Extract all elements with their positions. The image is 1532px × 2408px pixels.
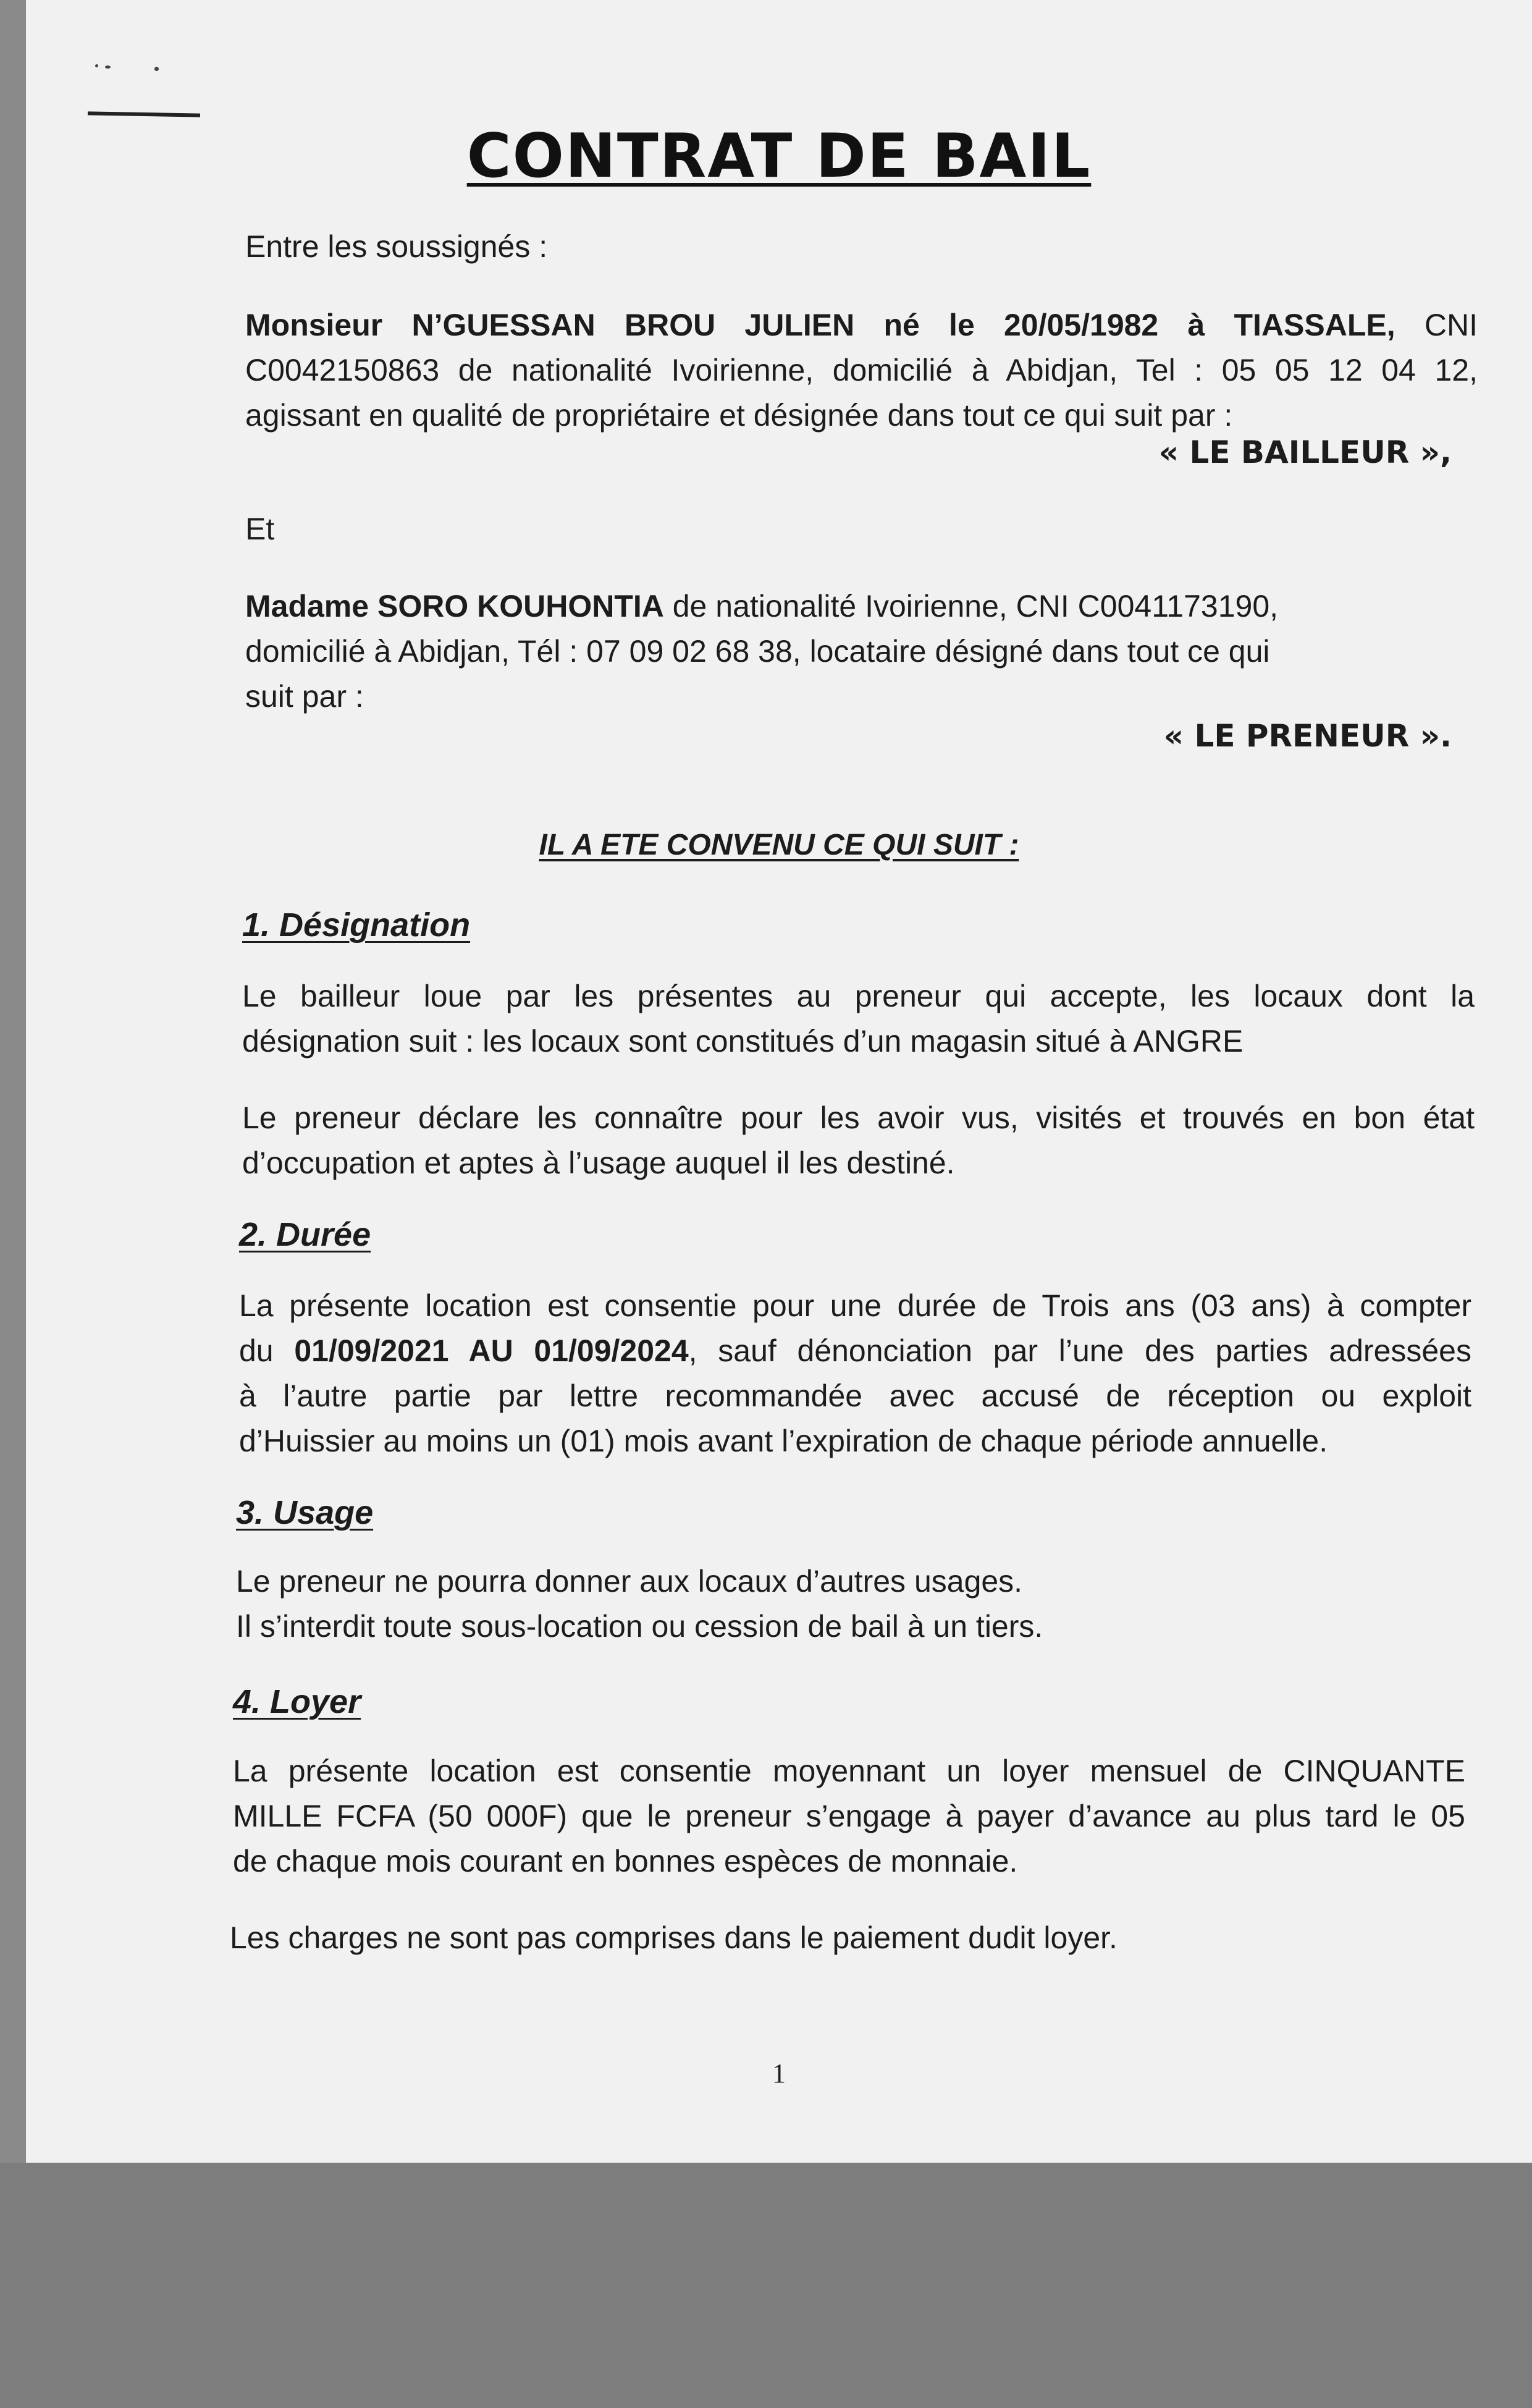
section-2-paragraph: La présente location est consentie pour une durée de Trois ans (03 ans) à compter du 01/09/2021 AU 01/09/2024, sauf dénonciation par l’une des parties adressées à l’autre partie par lettre recommandée avec accusé de réception ou exploit d’Huissier au moins un (01) mois avant l’expiration de chaque période annuelle. bbox=[239, 1288, 1471, 1458]
scan-left-edge bbox=[0, 0, 26, 2163]
document-page bbox=[26, 0, 1532, 2163]
section-4-paragraph-1: La présente location est consentie moyennant un loyer mensuel de CINQUANTE MILLE FCFA (50 000F) que le preneur s’engage à payer d’avance au plus tard le 05 de chaque mois courant en bonnes espèces de monnaie. bbox=[233, 1754, 1465, 1878]
scan-marks bbox=[95, 61, 169, 74]
tenant-line-3: suit par : bbox=[245, 679, 364, 714]
tenant-line-1: Madame SORO KOUHONTIA de nationalité Ivoirienne, CNI C0041173190, bbox=[245, 589, 1279, 623]
tenant-line-2: domicilié à Abidjan, Tél : 07 09 02 68 38, locataire désigné dans tout ce qui bbox=[245, 634, 1270, 669]
section-1-paragraph-2: Le preneur déclare les connaître pour les avoir vus, visités et trouvés en bon état d’occupation et aptes à l’usage auquel il les destiné. bbox=[242, 1100, 1475, 1180]
tenant-tag: « LE PRENEUR ». bbox=[1163, 718, 1452, 754]
lessor-line-2: C0042150863 de nationalité Ivoirienne, domicilié à Abidjan, Tel : 05 05 12 04 12, bbox=[245, 353, 1478, 387]
section-1-heading: 1. Désignation bbox=[242, 906, 471, 944]
page-number: 1 bbox=[772, 2058, 786, 2089]
lessor-line-1: Monsieur N’GUESSAN BROU JULIEN né le 20/05/1982 à TIASSALE, CNI bbox=[245, 308, 1478, 342]
pen-mark bbox=[88, 111, 200, 117]
section-4-paragraph-2: Les charges ne sont pas comprises dans le paiement dudit loyer. bbox=[230, 1920, 1117, 1955]
section-1-paragraph-1: Le bailleur loue par les présentes au preneur qui accepte, les locaux dont la désignation suit : les locaux sont constitués d’un magasin situé à ANGRE bbox=[242, 979, 1475, 1058]
section-3-heading: 3. Usage bbox=[236, 1494, 374, 1531]
section-3-paragraph: Le preneur ne pourra donner aux locaux d’autres usages. Il s’interdit toute sous-location ou cession de bail à un tiers. bbox=[236, 1564, 1043, 1644]
agreement-heading: IL A ETE CONVENU CE QUI SUIT : bbox=[539, 829, 1019, 861]
lessor-line-3: agissant en qualité de propriétaire et désignée dans tout ce qui suit par : bbox=[245, 398, 1233, 433]
lessor-tag: « LE BAILLEUR », bbox=[1158, 434, 1452, 470]
section-4-heading: 4. Loyer bbox=[233, 1683, 361, 1720]
section-2-heading: 2. Durée bbox=[239, 1216, 371, 1253]
lessor-paragraph bbox=[245, 303, 1478, 438]
intro-text: Entre les soussignés : bbox=[245, 229, 548, 264]
contract-title: CONTRAT DE BAIL bbox=[466, 121, 1092, 192]
et-text: Et bbox=[245, 512, 275, 546]
tenant-paragraph bbox=[245, 584, 1478, 719]
